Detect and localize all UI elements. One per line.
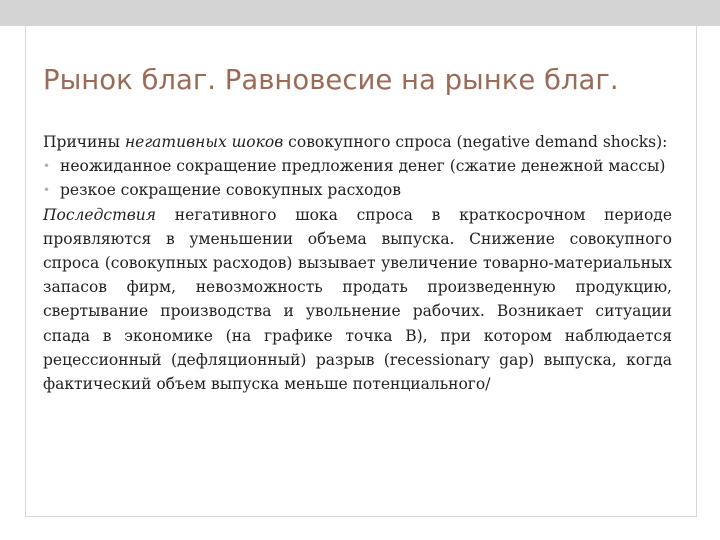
bullet-text: неожиданное сокращение предложения денег (сжатие денежной массы) xyxy=(60,157,666,176)
intro-paragraph xyxy=(43,130,672,154)
intro-text-end: совокупного спроса (negative demand shocks): xyxy=(283,133,668,151)
bullet-item xyxy=(43,154,672,178)
consequences-paragraph xyxy=(43,203,672,397)
intro-text-start: Причины xyxy=(43,133,125,151)
paragraph-italic-lead: Последствия xyxy=(43,205,157,224)
intro-italic-phrase: негативных шоков xyxy=(124,133,284,151)
top-band xyxy=(0,0,720,26)
bullet-text: резкое сокращение совокупных расходов xyxy=(60,181,401,200)
bullet-icon: • xyxy=(43,159,51,174)
bullet-icon: • xyxy=(43,183,51,198)
slide-body xyxy=(43,130,672,396)
bullet-item xyxy=(43,178,672,202)
paragraph-text: негативного шока спроса в краткосрочном периоде проявляются в уменьшении объема выпуска. Снижение совокупного спроса (совокупных расходов) вызывает увеличение товарно-материальных запасов фирм, невозможность продать произведенную продукцию, свертывание производства и увольнение рабочих. Возникает ситуации спада в экономике (на графике точка В), при котором наблюдается рецессионный (дефляционный) разрыв (recessionary gap) выпуска, когда фактический объем выпуска меньше потенциального/ xyxy=(43,205,672,394)
slide-title: Рынок благ. Равновесие на рынке благ. xyxy=(43,64,619,96)
